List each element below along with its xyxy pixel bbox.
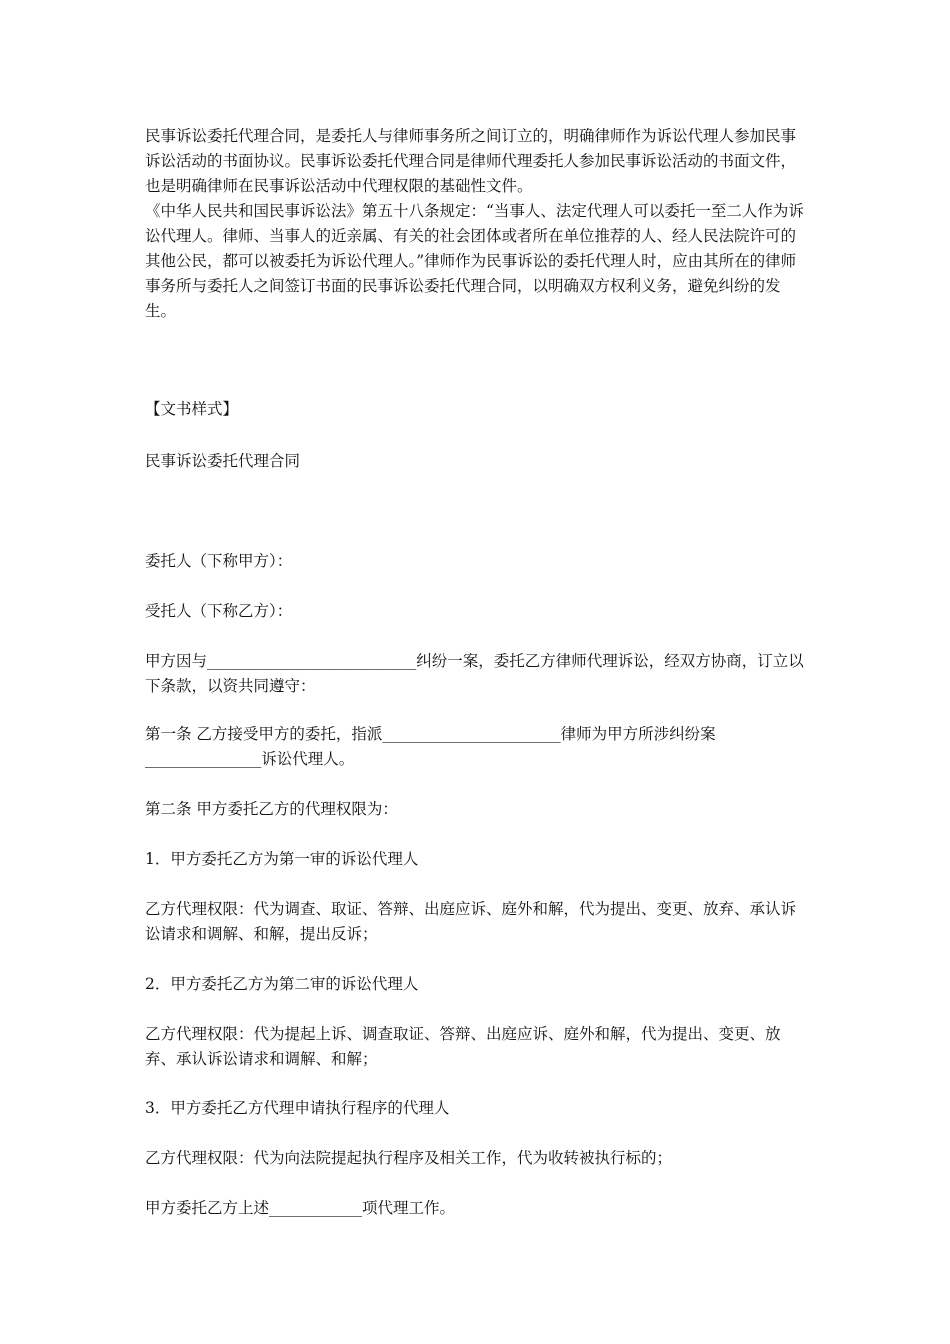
- item-2-scope: 乙方代理权限：代为提起上诉、调查取证、答辩、出庭应诉、庭外和解，代为提出、变更、放弃、承认诉讼请求和调解、和解；: [145, 1025, 781, 1068]
- item-1-title: 1．甲方委托乙方为第一审的诉讼代理人: [145, 850, 419, 868]
- article-2: 第二条 甲方委托乙方的代理权限为：: [145, 800, 398, 818]
- item-3-title: 3．甲方委托乙方代理申请执行程序的代理人: [145, 1099, 450, 1117]
- item-1-scope: 乙方代理权限：代为调查、取证、答辩、出庭应诉、庭外和解，代为提出、变更、放弃、承认诉讼请求和调解、和解，提出反诉；: [145, 900, 797, 943]
- preamble-clause: 甲方因与___________________________纠纷一案，委托乙方律师代理诉讼，经双方协商，订立以下条款，以资共同遵守：: [145, 652, 804, 695]
- item-3-scope: 乙方代理权限：代为向法院提起执行程序及相关工作，代为收转被执行标的；: [145, 1149, 673, 1167]
- section-label: 【文书样式】: [145, 400, 239, 418]
- party-b-line: 受托人（下称乙方）：: [145, 602, 293, 620]
- item-2-title: 2．甲方委托乙方为第二审的诉讼代理人: [145, 975, 419, 993]
- intro-block: [145, 124, 810, 324]
- closing-line: 甲方委托乙方上述____________项代理工作。: [145, 1199, 456, 1217]
- intro-paragraph-1: 民事诉讼委托代理合同，是委托人与律师事务所之间订立的，明确律师作为诉讼代理人参加民事诉讼活动的书面协议。民事诉讼委托代理合同是律师代理委托人参加民事诉讼活动的书面文件，也是明确律师在民事诉讼活动中代理权限的基础性文件。: [145, 127, 797, 195]
- intro-paragraph-2: 《中华人民共和国民事诉讼法》第五十八条规定：“当事人、法定代理人可以委托一至二人作为诉讼代理人。律师、当事人的近亲属、有关的社会团体或者所在单位推荐的人、经人民法院许可的其他公民，都可以被委托为诉讼代理人。”律师作为民事诉讼的委托代理人时，应由其所在的律师事务所与委托人之间签订书面的民事诉讼委托代理合同，以明确双方权利义务，避免纠纷的发生。: [145, 202, 804, 320]
- article-1: 第一条 乙方接受甲方的委托，指派_______________________律师为甲方所涉纠纷案_______________诉讼代理人。: [145, 725, 716, 768]
- contract-title: 民事诉讼委托代理合同: [145, 452, 301, 470]
- party-a-line: 委托人（下称甲方）：: [145, 552, 293, 570]
